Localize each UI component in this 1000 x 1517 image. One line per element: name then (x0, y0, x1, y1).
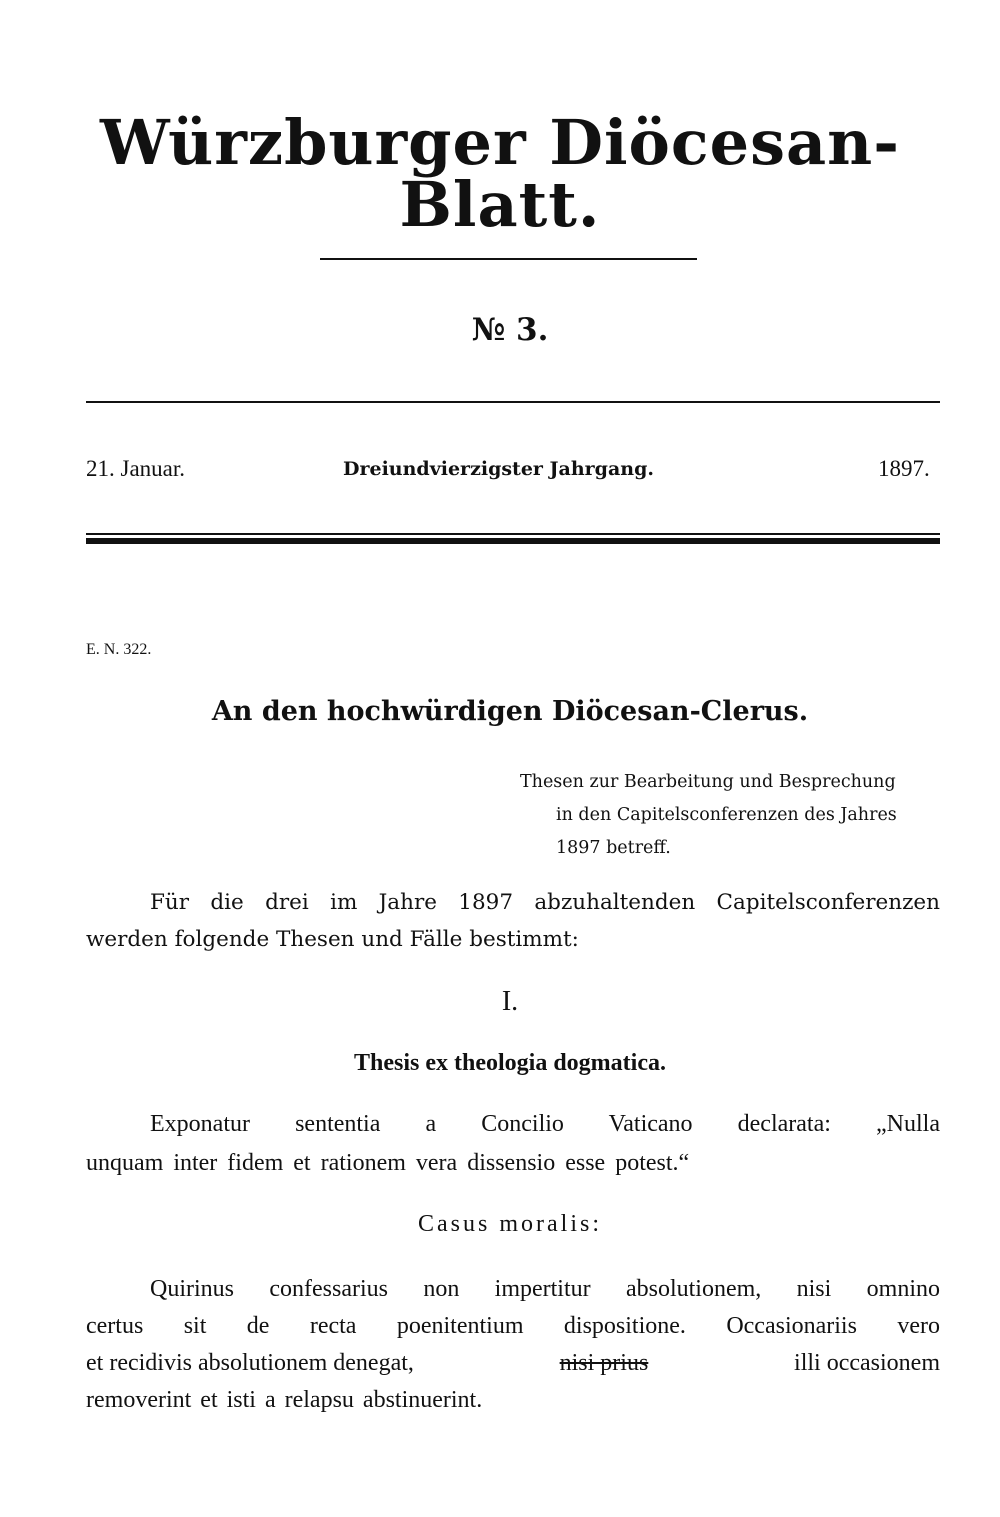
casus-line: certus sit de recta poenitentium dispositione. Occasionariis vero (86, 1313, 940, 1339)
issue-year: 1897. (878, 456, 930, 481)
issue-number: № 3. (471, 312, 549, 348)
subject-line: 1897 betreff. (556, 838, 671, 858)
thesis-title: Thesis ex theologia dogmatica. (354, 1050, 666, 1076)
intro-line: werden folgende Thesen und Fälle bestimmt: (86, 927, 579, 952)
casus-line: Quirinus confessarius non impertitur absolutionem, nisi omnino (150, 1276, 940, 1302)
casus-line-text: illi occasionem (794, 1350, 940, 1376)
article-reference: E. N. 322. (86, 641, 152, 658)
double-rule-thick (86, 538, 940, 544)
subject-line: Thesen zur Bearbeitung und Besprechung (520, 772, 896, 792)
casus-line: removerint et isti a relapsu abstinuerint. (86, 1387, 483, 1413)
thesis-line: unquam inter fidem et rationem vera dissensio esse potest.“ (86, 1150, 690, 1176)
masthead-rule (320, 258, 697, 260)
casus-title: Casus moralis: (418, 1211, 602, 1237)
thesis-line: Exponatur sententia a Concilio Vaticano declarata: „Nulla (150, 1111, 940, 1137)
volume-label: Dreiundvierzigster Jahrgang. (343, 458, 654, 480)
casus-line (86, 1350, 940, 1377)
intro-line: Für die drei im Jahre 1897 abzuhaltenden Capitelsconferenzen (150, 890, 940, 915)
masthead-title: Würzburger Diöcesan-Blatt. (100, 106, 900, 241)
subject-note (520, 766, 960, 865)
section-number: I. (501, 986, 519, 1017)
casus-line-text: et recidivis absolutionem denegat, (86, 1350, 414, 1376)
issue-date: 21. Januar. (86, 456, 186, 481)
top-rule (86, 401, 940, 403)
struck-text: nisi prius (559, 1350, 649, 1376)
article-heading: An den hochwürdigen Diöcesan-Clerus. (211, 696, 809, 727)
double-rule-thin (86, 533, 940, 535)
subject-line: in den Capitelsconferenzen des Jahres (556, 805, 897, 825)
